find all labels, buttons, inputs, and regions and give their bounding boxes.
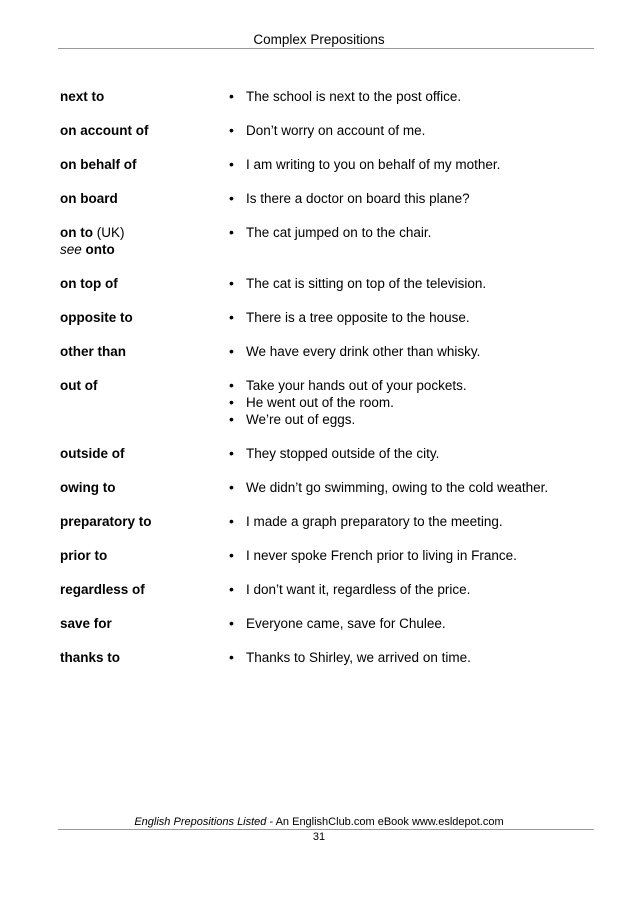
preposition-term: other than bbox=[60, 344, 126, 359]
example-sentence: • Thanks to Shirley, we arrived on time. bbox=[229, 649, 580, 666]
entry-row bbox=[60, 479, 580, 496]
preposition-term: regardless of bbox=[60, 582, 145, 597]
example-sentence: • The school is next to the post office. bbox=[229, 88, 580, 105]
entry-term-cell bbox=[60, 309, 229, 326]
entry-term-cell bbox=[60, 275, 229, 292]
entry-row bbox=[60, 190, 580, 207]
preposition-term: thanks to bbox=[60, 650, 121, 665]
footer-rule bbox=[58, 829, 594, 830]
entry-row bbox=[60, 615, 580, 632]
entry-term-cell bbox=[60, 513, 229, 530]
entry-row bbox=[60, 581, 580, 598]
example-sentence: • The cat jumped on to the chair. bbox=[229, 224, 580, 241]
entry-term-cell bbox=[60, 615, 229, 632]
page-number: 31 bbox=[312, 831, 326, 843]
example-sentence: • I don’t want it, regardless of the price. bbox=[229, 581, 580, 598]
example-list bbox=[229, 377, 580, 428]
preposition-term: out of bbox=[60, 378, 98, 393]
entry-row bbox=[60, 445, 580, 462]
entry-term-cell bbox=[60, 445, 229, 462]
example-list bbox=[229, 479, 580, 496]
entry-row bbox=[60, 649, 580, 666]
example-sentence: • We didn’t go swimming, owing to the cold weather. bbox=[229, 479, 580, 496]
example-list bbox=[229, 156, 580, 173]
entry-row bbox=[60, 513, 580, 530]
entry-term-cell bbox=[60, 649, 229, 666]
example-list bbox=[229, 581, 580, 598]
entry-term-cell bbox=[60, 156, 229, 173]
example-sentence: • They stopped outside of the city. bbox=[229, 445, 580, 462]
entry-term-cell bbox=[60, 377, 229, 428]
example-list bbox=[229, 309, 580, 326]
entry-term-cell bbox=[60, 479, 229, 496]
entry-term-cell bbox=[60, 547, 229, 564]
preposition-term: on account of bbox=[60, 123, 149, 138]
entry-term-cell bbox=[60, 122, 229, 139]
example-list bbox=[229, 275, 580, 292]
entry-row bbox=[60, 122, 580, 139]
example-sentence: • Everyone came, save for Chulee. bbox=[229, 615, 580, 632]
entry-row bbox=[60, 156, 580, 173]
example-list bbox=[229, 190, 580, 207]
preposition-term: save for bbox=[60, 616, 112, 631]
example-sentence: • I never spoke French prior to living in France. bbox=[229, 547, 580, 564]
example-list bbox=[229, 513, 580, 530]
entry-row bbox=[60, 343, 580, 360]
preposition-term: on top of bbox=[60, 276, 118, 291]
page-header-title: Complex Prepositions bbox=[253, 32, 385, 47]
entry-term-cell bbox=[60, 224, 229, 258]
see-term: onto bbox=[85, 242, 115, 257]
preposition-list bbox=[60, 88, 580, 683]
header-rule bbox=[58, 48, 594, 49]
preposition-term: prior to bbox=[60, 548, 108, 563]
example-sentence: • There is a tree opposite to the house. bbox=[229, 309, 580, 326]
entry-term-cell bbox=[60, 190, 229, 207]
example-list bbox=[229, 224, 580, 258]
entry-term-cell bbox=[60, 343, 229, 360]
entry-row bbox=[60, 309, 580, 326]
entry-row bbox=[60, 547, 580, 564]
preposition-term: preparatory to bbox=[60, 514, 152, 529]
example-sentence: • We have every drink other than whisky. bbox=[229, 343, 580, 360]
entry-row bbox=[60, 88, 580, 105]
preposition-term: opposite to bbox=[60, 310, 133, 325]
example-sentence: • I made a graph preparatory to the meeting. bbox=[229, 513, 580, 530]
example-list bbox=[229, 343, 580, 360]
example-sentence: • He went out of the room. bbox=[229, 394, 580, 411]
footer-book-title: English Prepositions Listed bbox=[134, 816, 267, 828]
example-sentence: • The cat is sitting on top of the television. bbox=[229, 275, 580, 292]
example-list bbox=[229, 122, 580, 139]
entry-term-cell bbox=[60, 581, 229, 598]
example-list bbox=[229, 547, 580, 564]
preposition-term: outside of bbox=[60, 446, 125, 461]
example-list bbox=[229, 88, 580, 105]
example-sentence: • Don’t worry on account of me. bbox=[229, 122, 580, 139]
term-note: (UK) bbox=[96, 225, 125, 240]
preposition-term: next to bbox=[60, 89, 105, 104]
preposition-term: owing to bbox=[60, 480, 116, 495]
footer-text bbox=[0, 815, 638, 829]
example-list bbox=[229, 615, 580, 632]
entry-row bbox=[60, 275, 580, 292]
entry-row bbox=[60, 377, 580, 428]
see-label: see bbox=[60, 242, 82, 257]
example-sentence: • I am writing to you on behalf of my mother. bbox=[229, 156, 580, 173]
example-sentence: • Is there a doctor on board this plane? bbox=[229, 190, 580, 207]
preposition-term: on to bbox=[60, 225, 93, 240]
example-sentence: • Take your hands out of your pockets. bbox=[229, 377, 580, 394]
footer-source: - An EnglishClub.com eBook www.esldepot.com bbox=[266, 816, 504, 828]
example-list bbox=[229, 445, 580, 462]
example-sentence: • We’re out of eggs. bbox=[229, 411, 580, 428]
entry-term-cell bbox=[60, 88, 229, 105]
example-list bbox=[229, 649, 580, 666]
preposition-term: on board bbox=[60, 191, 118, 206]
preposition-term: on behalf of bbox=[60, 157, 137, 172]
entry-row bbox=[60, 224, 580, 258]
